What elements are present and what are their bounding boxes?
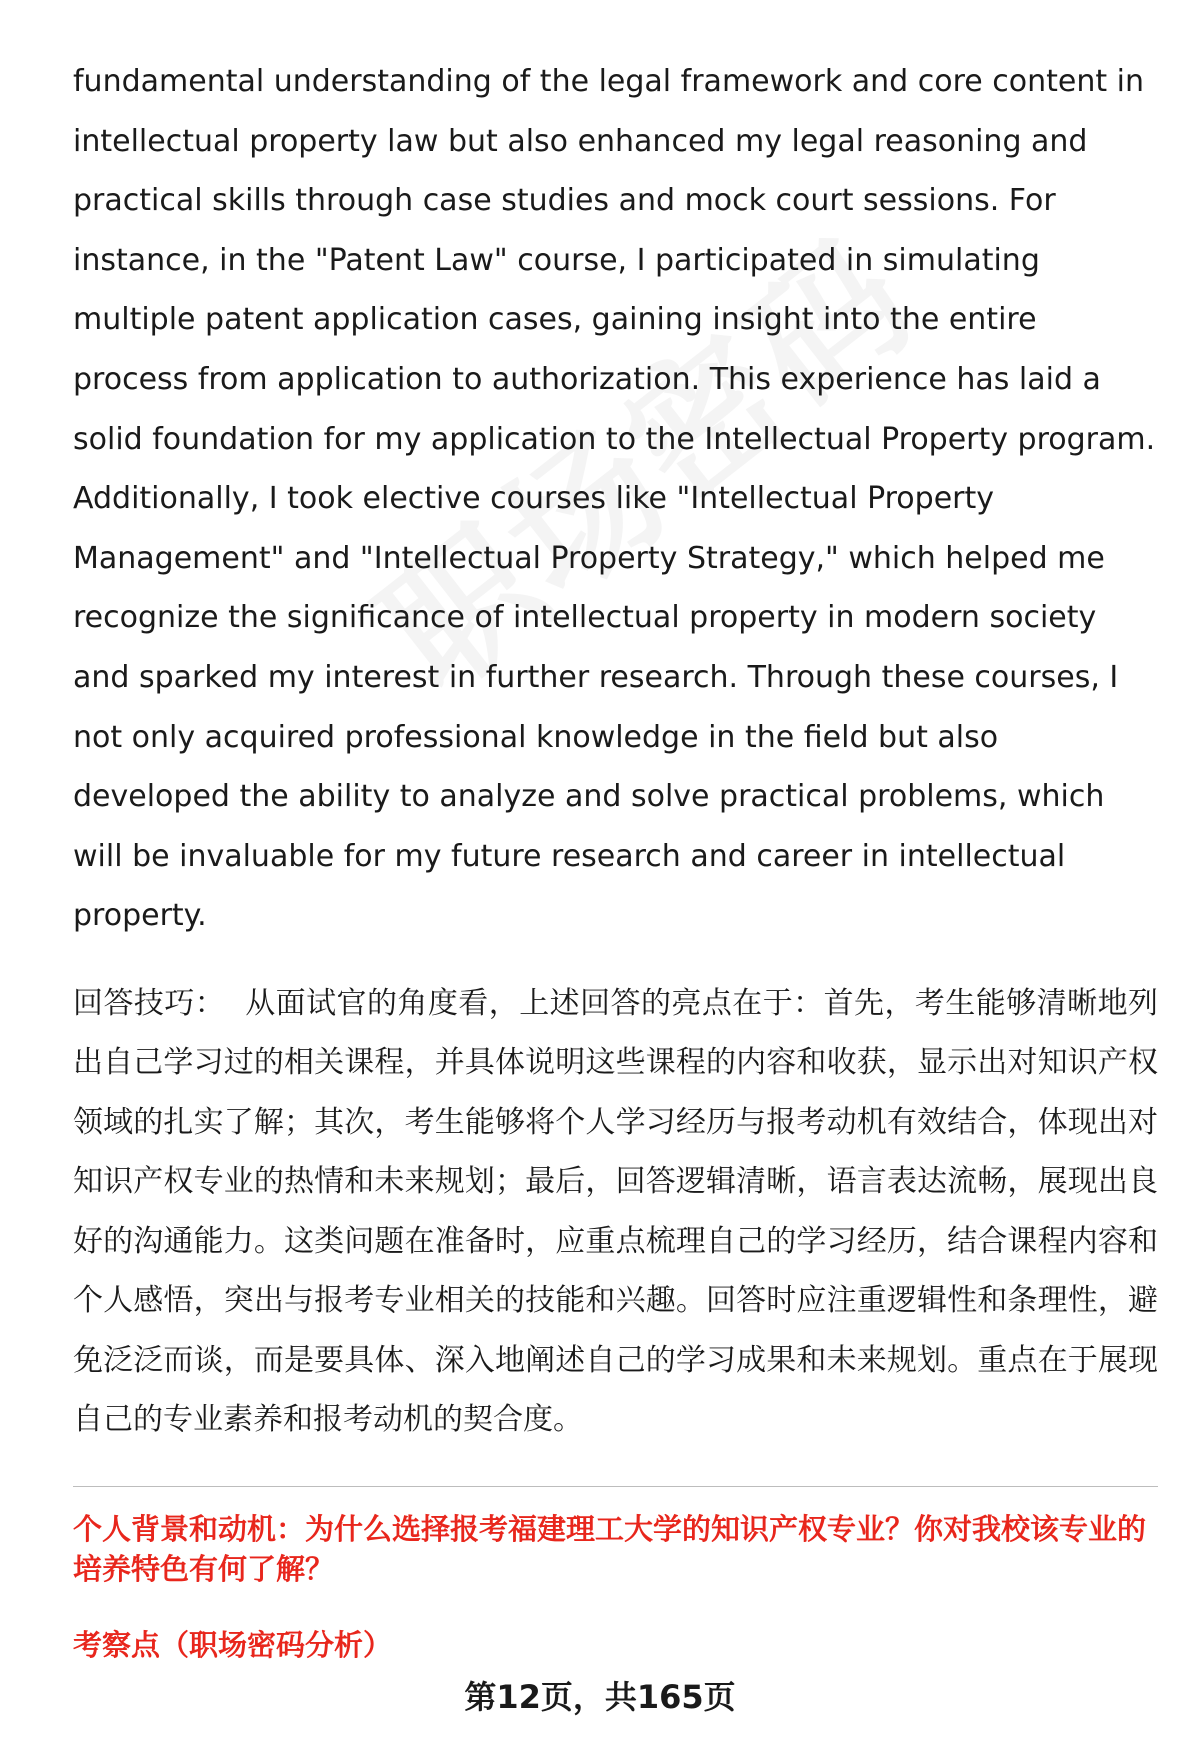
section-divider [73,1486,1158,1487]
tips-body: 从面试官的角度看，上述回答的亮点在于：首先，考生能够清晰地列出自己学习过的相关课程，并具体说明这些课程的内容和收获，显示出对知识产权领域的扎实了解；其次，考生能够将个人学习经历与报考动机有效结合，体现出对知识产权专业的热情和未来规划；最后，回答逻辑清晰，语言表达流畅，展现出良好的沟通能力。这类问题在准备时，应重点梳理自己的学习经历，结合课程内容和个人感悟，突出与报考专业相关的技能和兴趣。回答时应注重逻辑性和条理性，避免泛泛而谈，而是要具体、深入地阐述自己的学习成果和未来规划。重点在于展现自己的专业素养和报考动机的契合度。 [73,985,1159,1438]
analysis-heading: 考察点（职场密码分析） [73,1627,393,1662]
answer-tips-paragraph [73,974,1158,1450]
answer-paragraph: fundamental understanding of the legal framework and core content in intellectual property law but also enhanced my legal reasoning and practical skills through case studies and mock court sessions. For instance, in the "Patent Law" course, I participated in simulating multiple patent application cases, gaining insight into the entire process from application to authorization. This experience has laid a solid foundation for my application to the Intellectual Property program. Additionally, I took elective courses like "Intellectual Property Management" and "Intellectual Property Strategy," which helped me recognize the significance of intellectual property in modern society and sparked my interest in further research. Through these courses, I not only acquired professional knowledge in the field but also developed the ability to analyze and solve practical problems, which will be invaluable for my future research and career in intellectual property. [73,64,1156,934]
page-number: 第12页，共165页 [464,1678,736,1716]
question-heading: 个人背景和动机：为什么选择报考福建理工大学的知识产权专业？你对我校该专业的培养特色有何了解？ [73,1511,1147,1586]
page-content [73,52,1158,1665]
tips-label: 回答技巧： [73,985,226,1021]
